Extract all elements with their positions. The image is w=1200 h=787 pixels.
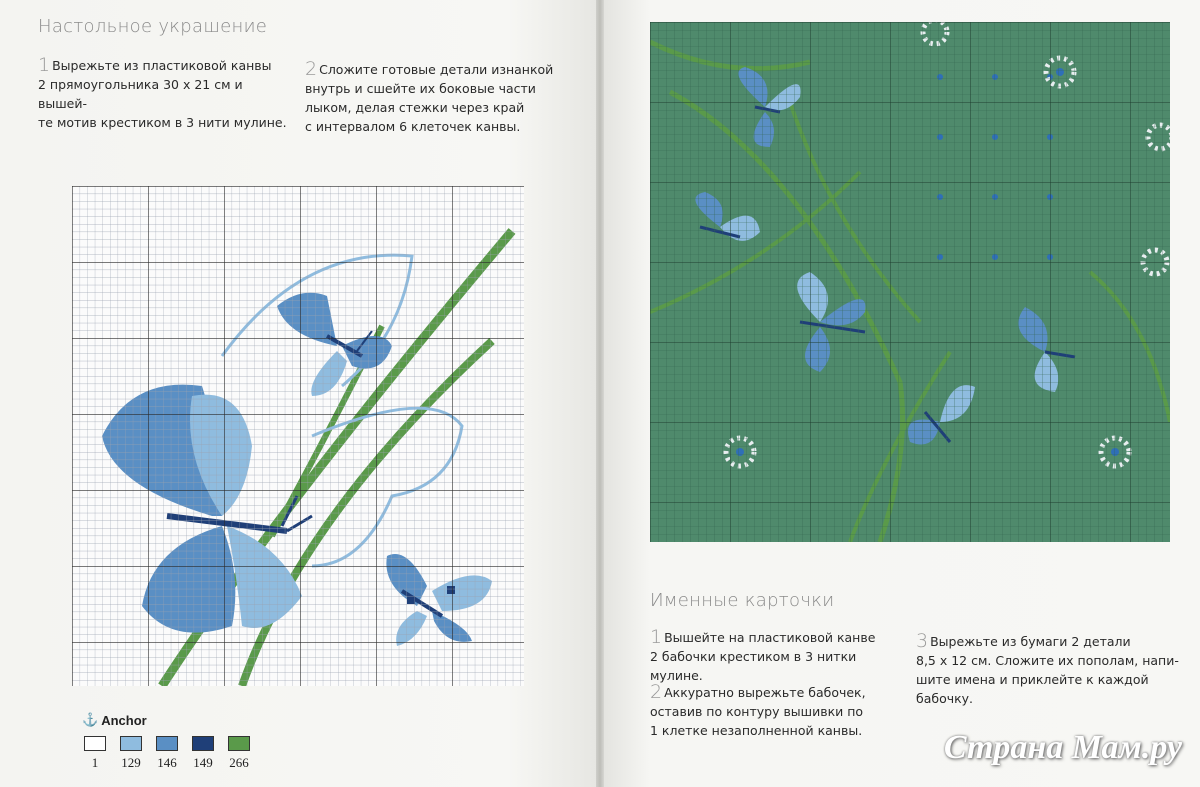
site-watermark: Страна Мам.ру	[943, 729, 1182, 766]
legend-swatch	[118, 736, 144, 771]
left-page-title: Настольное украшение	[38, 16, 268, 37]
step-text: Вырежьте из бумаги 2 детали 8,5 х 12 см. Сложите их пополам, напи- шите имена и приклейте к каждой бабочку.	[916, 634, 1179, 706]
step-number: 2	[305, 58, 318, 80]
step-text: Вырежьте из пластиковой канвы 2 прямоугольника 30 х 21 см и вышей- те мотив крестиком в 3 нити мулине.	[38, 58, 287, 130]
swatch-color	[84, 736, 106, 751]
swatch-code: 149	[193, 755, 213, 770]
anchor-icon: ⚓	[82, 712, 99, 727]
cross-stitch-chart	[72, 186, 524, 686]
swatch-color	[192, 736, 214, 751]
swatch-code: 1	[91, 755, 99, 770]
step-text: Аккуратно вырежьте бабочек, оставив по контуру вышивки по 1 клетке незаполненной канвы.	[650, 685, 866, 738]
legend-brand	[82, 712, 252, 728]
brand-name: Anchor	[101, 712, 147, 728]
swatch-code: 129	[121, 755, 141, 770]
swatch-color	[120, 736, 142, 751]
right-step-2	[650, 683, 900, 740]
step-number: 2	[650, 681, 663, 703]
legend-swatches	[82, 736, 252, 771]
left-step-1	[38, 56, 288, 132]
left-step-2	[305, 60, 555, 136]
chart-grid	[72, 186, 524, 686]
thread-legend	[82, 712, 252, 771]
canvas-grid	[650, 22, 1170, 542]
swatch-color	[228, 736, 250, 751]
page-gutter	[596, 0, 604, 787]
right-step-3	[916, 632, 1186, 708]
legend-swatch	[226, 736, 252, 771]
right-page-title: Именные карточки	[650, 590, 835, 611]
legend-swatch	[190, 736, 216, 771]
step-number: 3	[916, 630, 929, 652]
swatch-code: 146	[157, 755, 177, 770]
legend-swatch	[82, 736, 108, 771]
swatch-code: 266	[229, 755, 249, 770]
stitched-sample-photo	[650, 22, 1170, 542]
step-number: 1	[650, 626, 663, 648]
swatch-color	[156, 736, 178, 751]
right-step-1	[650, 628, 900, 685]
step-text: Сложите готовые детали изнанкой внутрь и сшейте их боковые части лыком, делая стежки через край с интервалом 6 клеточек канвы.	[305, 62, 554, 134]
step-text: Вышейте на пластиковой канве 2 бабочки крестиком в 3 нитки мулине.	[650, 630, 876, 683]
legend-swatch	[154, 736, 180, 771]
step-number: 1	[38, 54, 51, 76]
